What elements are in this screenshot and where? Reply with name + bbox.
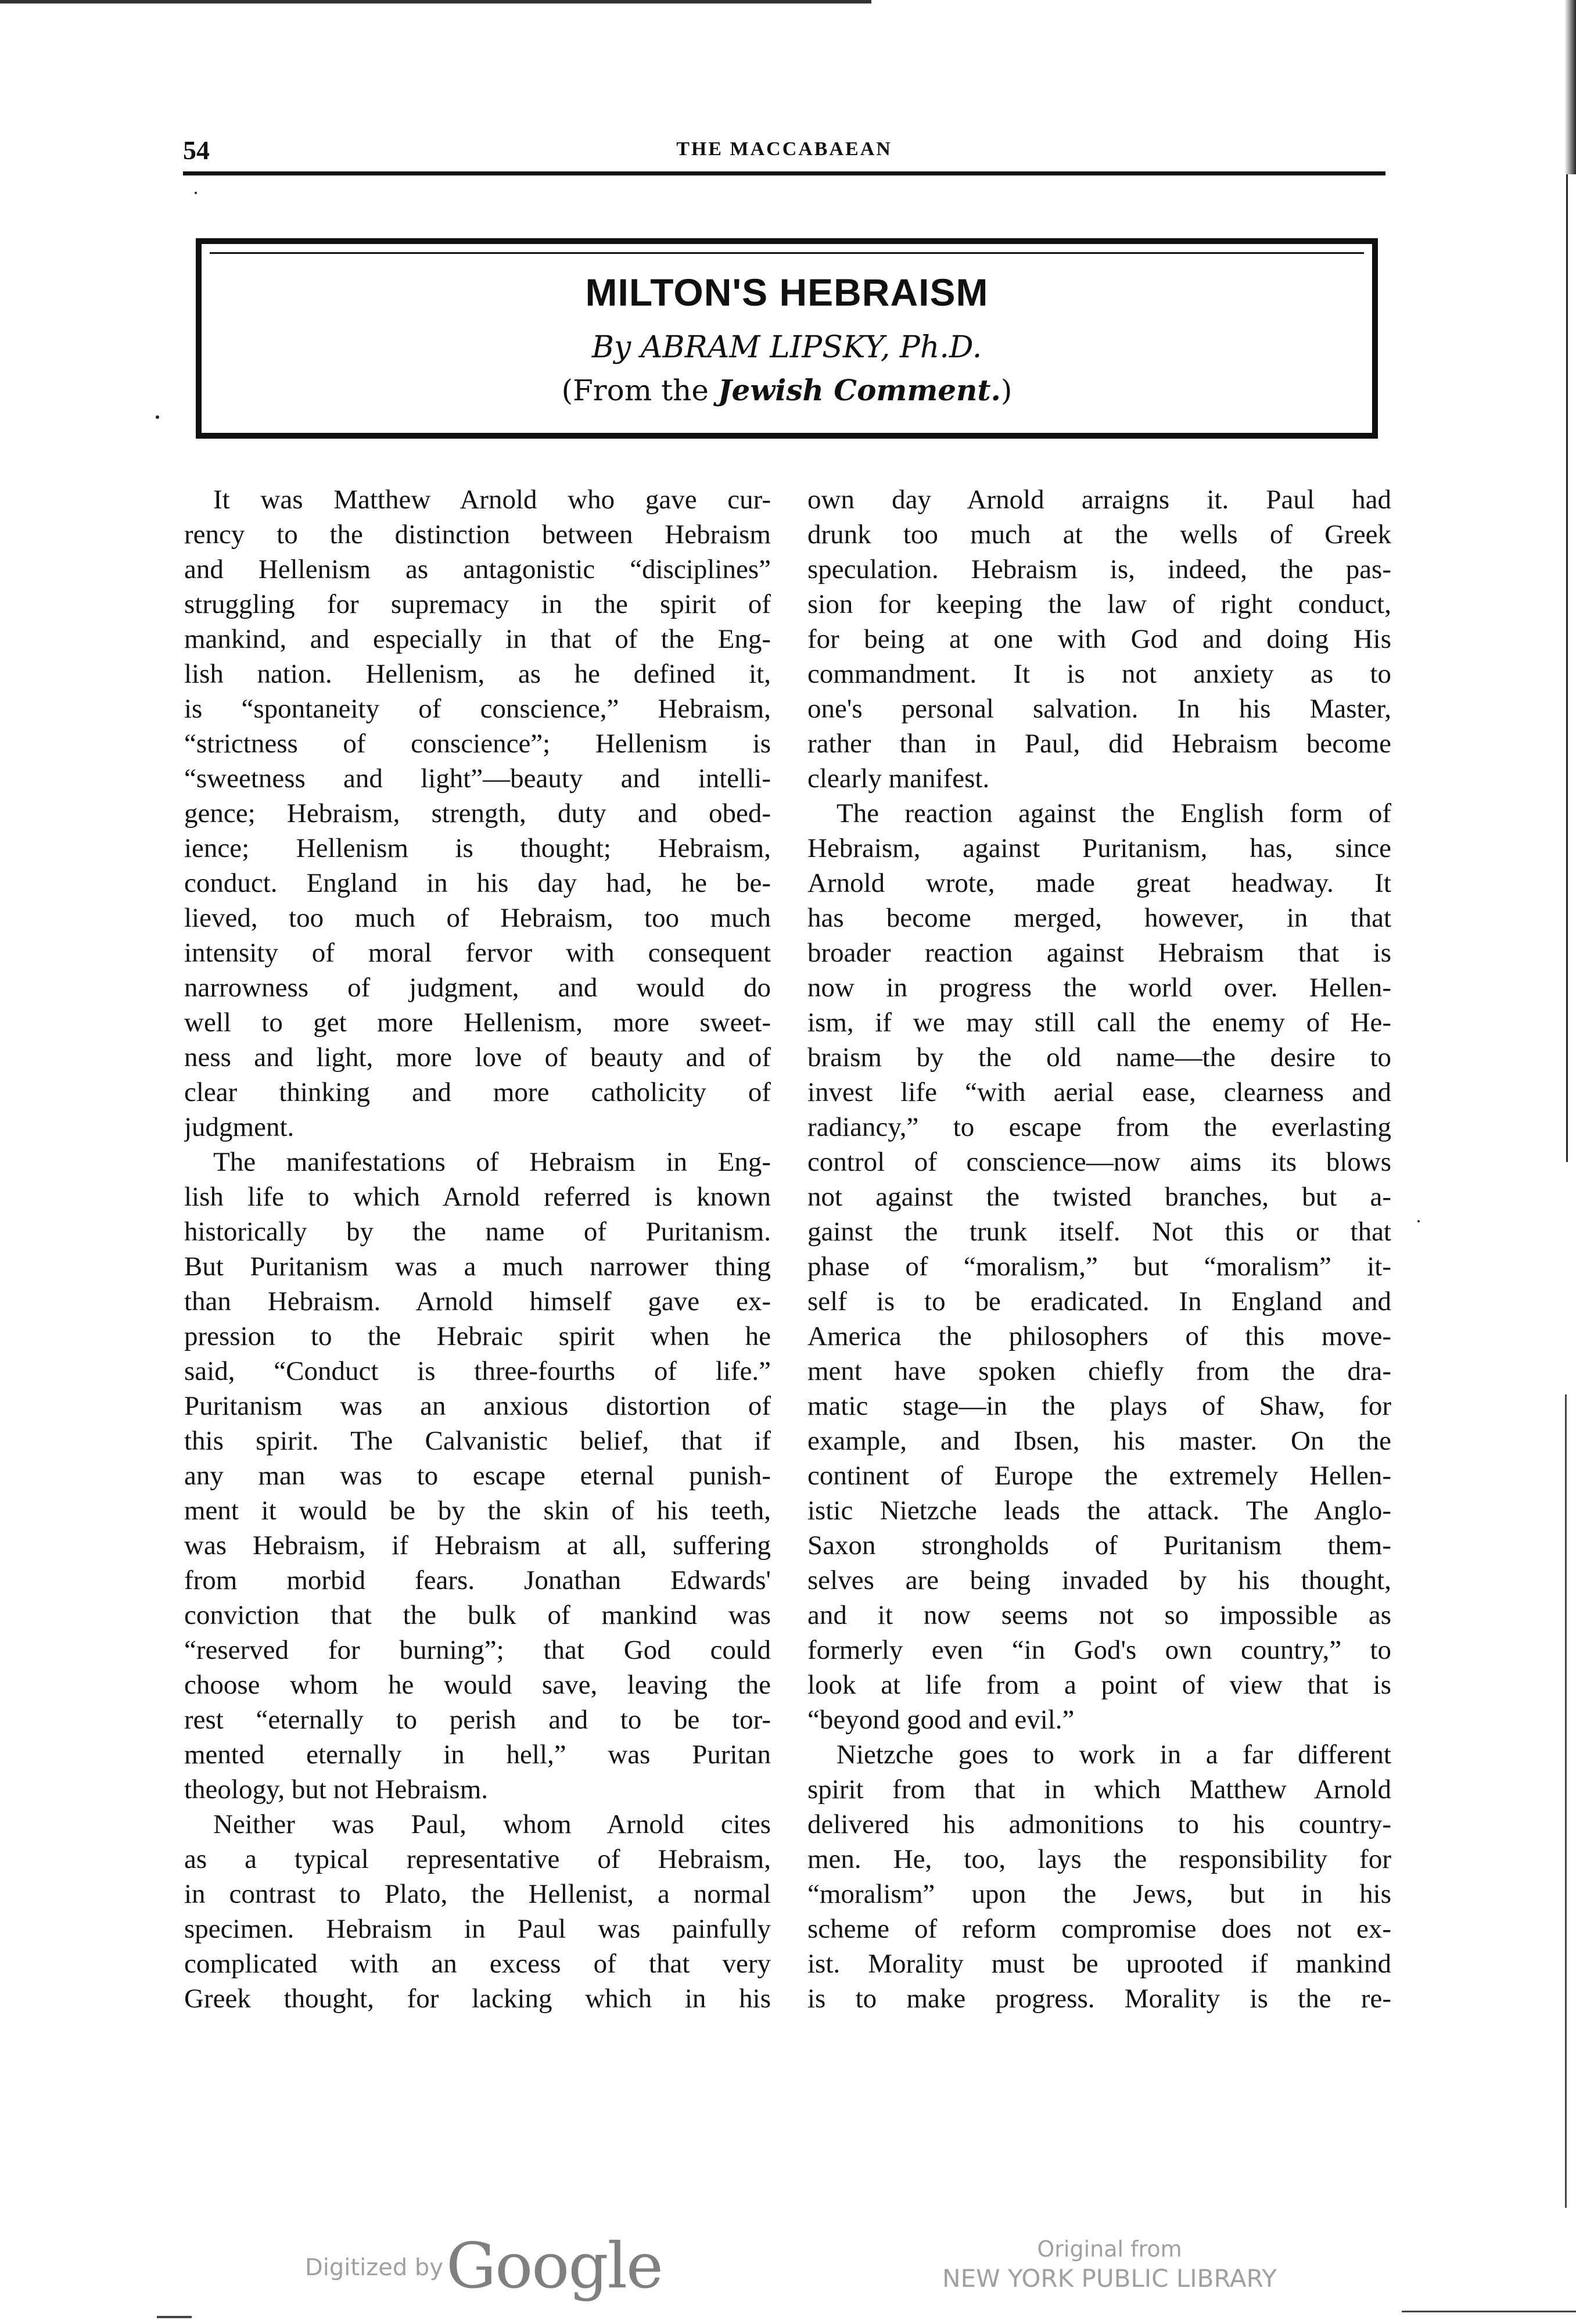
text-line: clearly manifest. xyxy=(807,763,990,794)
text-column-right xyxy=(807,482,1391,2016)
scan-speck xyxy=(195,192,197,194)
text-line: “strictness of conscience”; Hellenism is xyxy=(184,729,771,759)
text-line: is to make progress. Morality is the re- xyxy=(807,1984,1391,2014)
page-header xyxy=(183,135,1385,168)
text-line: historically by the name of Puritanism. xyxy=(184,1217,771,1247)
text-line: commandment. It is not anxiety as to xyxy=(807,659,1391,689)
scan-edge-right-line-lower xyxy=(1565,1394,1567,2208)
text-line: clear thinking and more catholicity of xyxy=(184,1077,771,1107)
text-line: ience; Hellenism is thought; Hebraism, xyxy=(184,833,771,863)
text-line: control of conscience—now aims its blows xyxy=(807,1147,1391,1177)
text-line: complicated with an excess of that very xyxy=(184,1949,771,1979)
text-line: example, and Ibsen, his master. On the xyxy=(807,1426,1391,1456)
text-line: ment it would be by the skin of his teeth, xyxy=(184,1495,771,1526)
text-line: ment have spoken chiefly from the dra- xyxy=(807,1356,1391,1386)
text-line: self is to be eradicated. In England and xyxy=(807,1286,1391,1317)
title-box xyxy=(196,238,1378,439)
text-line: for being at one with God and doing His xyxy=(807,624,1391,654)
text-line: radiancy,” to escape from the everlasting xyxy=(807,1112,1391,1142)
text-line: lieved, too much of Hebraism, too much xyxy=(184,903,771,933)
text-line: rather than in Paul, did Hebraism become xyxy=(807,729,1391,759)
text-line: ism, if we may still call the enemy of He- xyxy=(807,1007,1391,1038)
text-line: Arnold wrote, made great headway. It xyxy=(807,868,1391,898)
source-name: Jewish Comment. xyxy=(717,373,1001,407)
library-name: NEW YORK PUBLIC LIBRARY xyxy=(942,2264,1277,2293)
text-line: phase of “moralism,” but “moralism” it- xyxy=(807,1251,1391,1282)
page-number: 54 xyxy=(183,135,210,165)
text-line: conduct. England in his day had, he be- xyxy=(184,868,771,898)
text-line: look at life from a point of view that is xyxy=(807,1670,1391,1700)
text-line: broader reaction against Hebraism that is xyxy=(807,938,1391,968)
source-prefix: (From the xyxy=(561,374,718,407)
text-line: lish nation. Hellenism, as he defined it, xyxy=(184,659,771,689)
text-line: gence; Hebraism, strength, duty and obed- xyxy=(184,798,771,829)
text-line: continent of Europe the extremely Hellen- xyxy=(807,1461,1391,1491)
text-line: “moralism” upon the Jews, but in his xyxy=(807,1879,1391,1909)
text-line: intensity of moral fervor with consequent xyxy=(184,938,771,968)
text-line: struggling for supremacy in the spirit of xyxy=(184,589,771,619)
text-line: Nietzche goes to work in a far different xyxy=(837,1740,1391,1770)
source-suffix: ) xyxy=(1000,374,1013,407)
text-line: and Hellenism as antagonistic “disciplines” xyxy=(184,554,771,584)
text-line: as a typical representative of Hebraism, xyxy=(184,1844,771,1874)
text-line: is “spontaneity of conscience,” Hebraism, xyxy=(184,694,771,724)
text-column-left xyxy=(184,482,771,2016)
text-line: conviction that the bulk of mankind was xyxy=(184,1600,771,1630)
text-line: drunk too much at the wells of Greek xyxy=(807,519,1391,550)
text-line: ness and light, more love of beauty and of xyxy=(184,1042,771,1073)
text-line: rest “eternally to perish and to be tor- xyxy=(184,1705,771,1735)
text-line: rency to the distinction between Hebraism xyxy=(184,519,771,550)
text-line: choose whom he would save, leaving the xyxy=(184,1670,771,1700)
text-line: this spirit. The Calvanistic belief, that if xyxy=(184,1426,771,1456)
text-line: Saxon strongholds of Puritanism them- xyxy=(807,1530,1391,1561)
text-line: gainst the trunk itself. Not this or that xyxy=(807,1217,1391,1247)
text-line: not against the twisted branches, but a- xyxy=(807,1182,1391,1212)
text-line: narrowness of judgment, and would do xyxy=(184,973,771,1003)
text-line: mankind, and especially in that of the Eng- xyxy=(184,624,771,654)
text-line: invest life “with aerial ease, clearness and xyxy=(807,1077,1391,1107)
scan-mark-bottom-left xyxy=(157,2316,192,2318)
scan-edge-right-line xyxy=(1566,174,1568,1162)
text-line: The reaction against the English form of xyxy=(837,798,1391,829)
byline: By ABRAM LIPSKY, Ph.D. xyxy=(591,330,982,365)
text-line: one's personal salvation. In his Master, xyxy=(807,694,1391,724)
library-attribution xyxy=(929,2236,1290,2295)
scan-speck xyxy=(156,415,159,419)
text-line: braism by the old name—the desire to xyxy=(807,1042,1391,1073)
text-line: But Puritanism was a much narrower thing xyxy=(184,1251,771,1282)
text-line: any man was to escape eternal punish- xyxy=(184,1461,771,1491)
text-line: lish life to which Arnold referred is known xyxy=(184,1182,771,1212)
article-title: MILTON'S HEBRAISM xyxy=(585,271,989,314)
google-logo: Google xyxy=(446,2230,662,2303)
scan-edge-bottom xyxy=(1402,2311,1576,2312)
text-line: “sweetness and light”—beauty and intelli- xyxy=(184,763,771,794)
text-line: selves are being invaded by his thought, xyxy=(807,1565,1391,1595)
text-line: “reserved for burning”; that God could xyxy=(184,1635,771,1665)
text-line: Hebraism, against Puritanism, has, since xyxy=(807,833,1391,863)
text-line: Greek thought, for lacking which in his xyxy=(184,1984,771,2014)
text-line: theology, but not Hebraism. xyxy=(184,1774,489,1805)
text-line: specimen. Hebraism in Paul was painfully xyxy=(184,1914,771,1944)
text-line: formerly even “in God's own country,” to xyxy=(807,1635,1391,1665)
text-line: mented eternally in hell,” was Puritan xyxy=(184,1740,771,1770)
scan-edge-right xyxy=(1564,0,1576,174)
scan-speck xyxy=(1417,1220,1420,1222)
text-line: “beyond good and evil.” xyxy=(807,1705,1075,1735)
digitized-by-label: Digitized by xyxy=(305,2254,443,2281)
text-line: scheme of reform compromise does not ex- xyxy=(807,1914,1391,1944)
text-line: It was Matthew Arnold who gave cur- xyxy=(213,485,771,515)
text-line: own day Arnold arraigns it. Paul had xyxy=(807,485,1391,515)
text-line: The manifestations of Hebraism in Eng- xyxy=(213,1147,771,1177)
text-line: men. He, too, lays the responsibility for xyxy=(807,1844,1391,1874)
text-line: now in progress the world over. Hellen- xyxy=(807,973,1391,1003)
text-line: said, “Conduct is three-fourths of life.” xyxy=(184,1356,771,1386)
text-line: Puritanism was an anxious distortion of xyxy=(184,1391,771,1421)
text-line: and it now seems not so impossible as xyxy=(807,1600,1391,1630)
header-rule xyxy=(183,171,1385,175)
text-line: istic Nietzche leads the attack. The Anglo- xyxy=(807,1495,1391,1526)
text-line: has become merged, however, in that xyxy=(807,903,1391,933)
text-line: America the philosophers of this move- xyxy=(807,1321,1391,1351)
text-line: pression to the Hebraic spirit when he xyxy=(184,1321,771,1351)
source-line xyxy=(202,373,1372,407)
running-head: THE MACCABAEAN xyxy=(676,138,892,160)
text-line: from morbid fears. Jonathan Edwards' xyxy=(184,1565,771,1595)
text-line: was Hebraism, if Hebraism at all, suffering xyxy=(184,1530,771,1561)
scan-edge-top xyxy=(0,0,871,3)
text-line: spirit from that in which Matthew Arnold xyxy=(807,1774,1391,1805)
text-line: speculation. Hebraism is, indeed, the pas- xyxy=(807,554,1391,584)
original-from-label: Original from xyxy=(1037,2236,1182,2262)
text-line: delivered his admonitions to his country- xyxy=(807,1809,1391,1839)
text-line: well to get more Hellenism, more sweet- xyxy=(184,1007,771,1038)
text-line: judgment. xyxy=(184,1112,295,1142)
text-line: ist. Morality must be uprooted if mankind xyxy=(807,1949,1391,1979)
text-line: than Hebraism. Arnold himself gave ex- xyxy=(184,1286,771,1317)
text-line: sion for keeping the law of right conduct, xyxy=(807,589,1391,619)
text-line: Neither was Paul, whom Arnold cites xyxy=(213,1809,771,1839)
text-line: matic stage—in the plays of Shaw, for xyxy=(807,1391,1391,1421)
text-line: in contrast to Plato, the Hellenist, a normal xyxy=(184,1879,771,1909)
